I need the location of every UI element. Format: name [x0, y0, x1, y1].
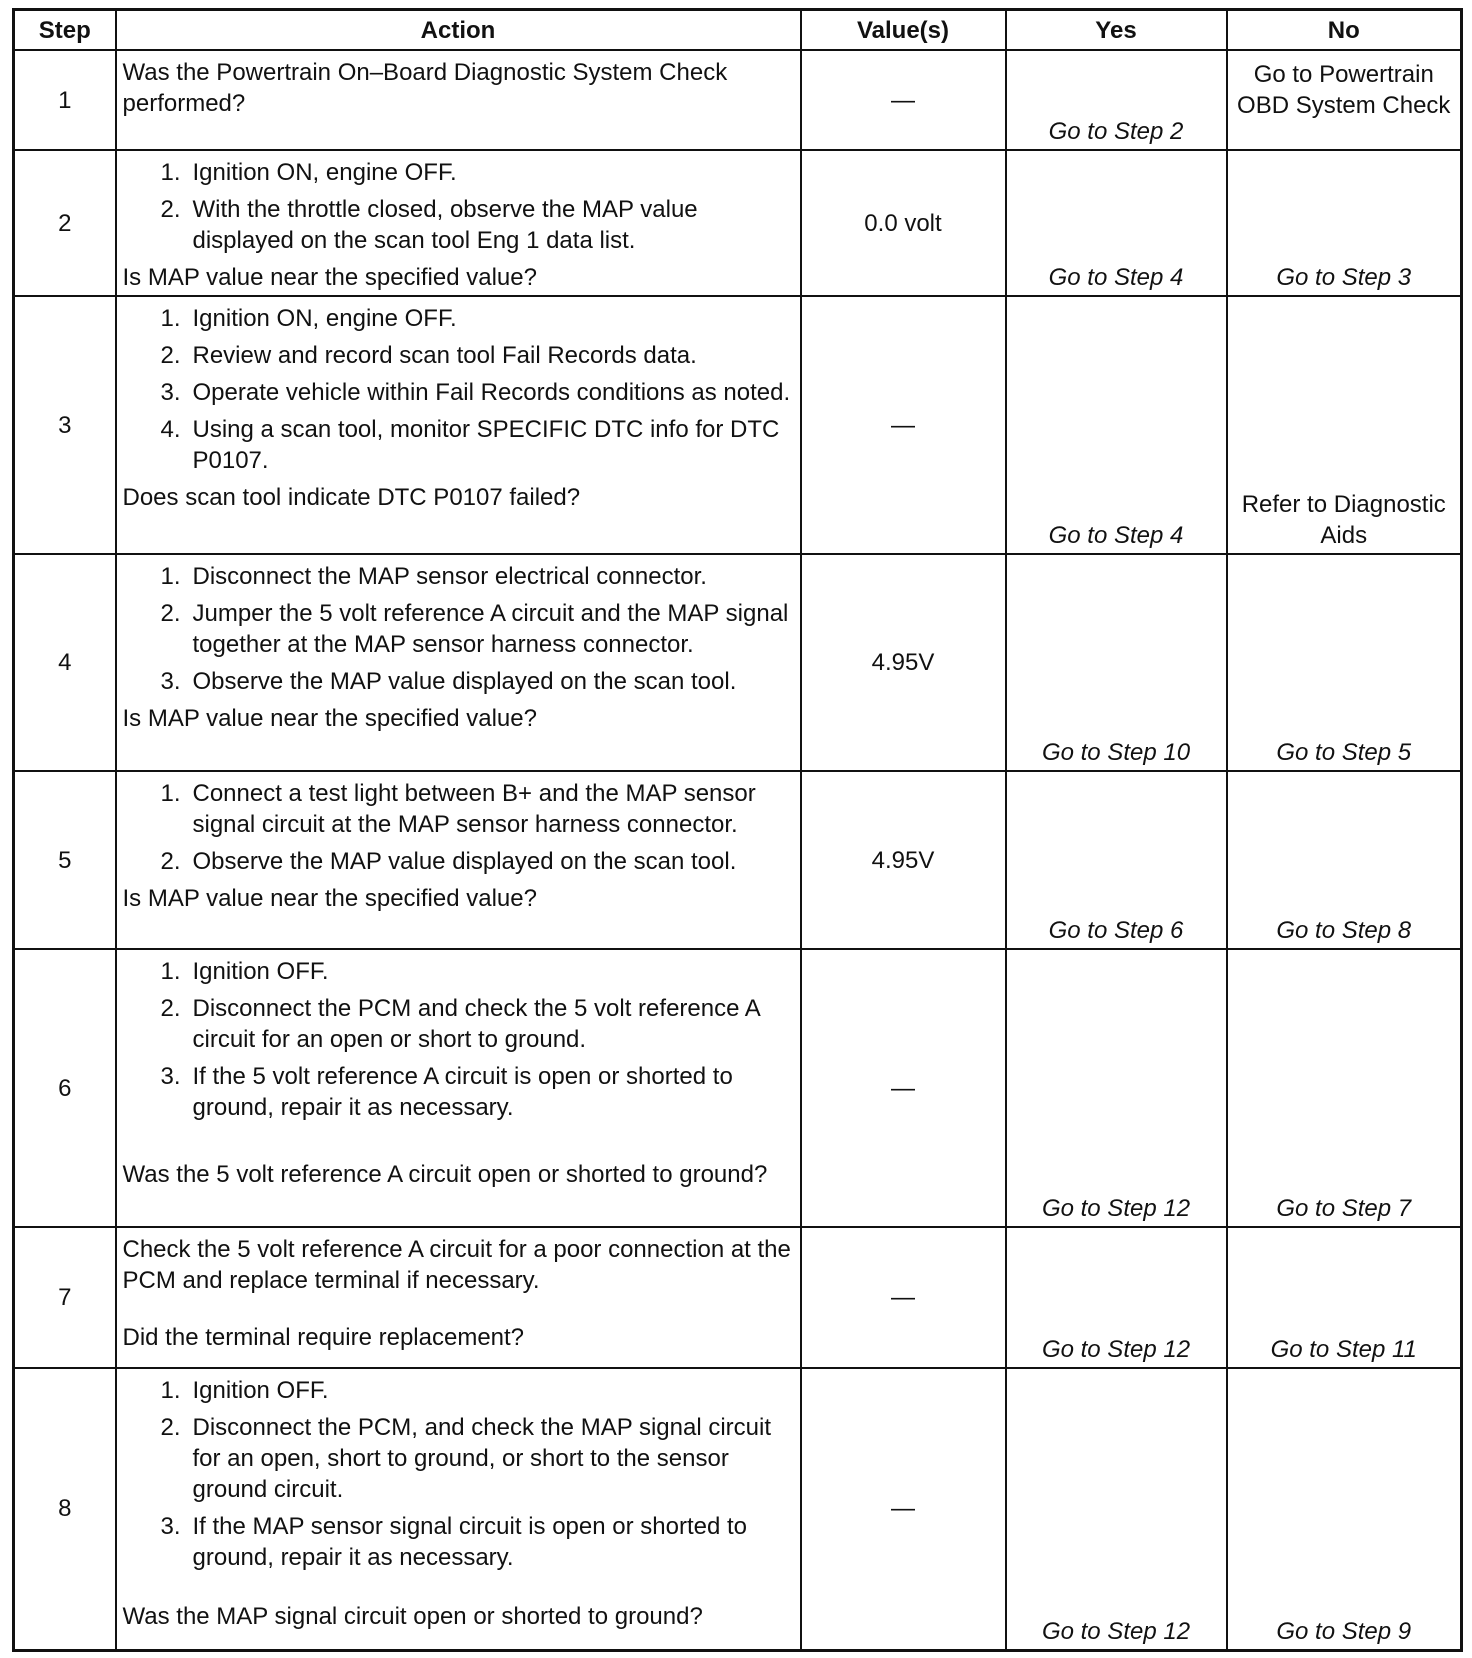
value-cell: 0.0 volt	[801, 150, 1006, 296]
action-step: 1. Ignition OFF.	[160, 958, 329, 985]
action-cell	[116, 949, 801, 1227]
action-question: Did the terminal require replacement?	[122, 1324, 525, 1351]
diagnostic-table-sheet	[12, 8, 1460, 1652]
table-row	[14, 771, 1462, 949]
action-step: 2. Jumper the 5 volt reference A circuit and the MAP signal together at the MAP sensor harness connector.	[160, 600, 789, 658]
table-row	[14, 1227, 1462, 1368]
yes-cell: Go to Step 2	[1006, 50, 1227, 150]
header-no: No	[1227, 10, 1462, 51]
action-step: 1. Ignition ON, engine OFF.	[160, 159, 457, 186]
action-steps	[123, 303, 794, 476]
value-cell: —	[801, 949, 1006, 1227]
action-step: 2. Review and record scan tool Fail Records data.	[160, 342, 697, 369]
action-cell	[116, 50, 801, 150]
step-number: 8	[14, 1368, 116, 1650]
no-cell: Go to Powertrain OBD System Check	[1227, 50, 1462, 150]
action-question: Is MAP value near the specified value?	[122, 705, 537, 732]
table-row	[14, 50, 1462, 150]
header-action: Action	[116, 10, 801, 51]
no-cell: Go to Step 3	[1227, 150, 1462, 296]
value-cell: 4.95V	[801, 554, 1006, 771]
action-text: Check the 5 volt reference A circuit for a poor connection at the PCM and replace terminal if necessary.	[122, 1236, 791, 1294]
action-cell	[116, 1227, 801, 1368]
action-steps	[123, 1375, 794, 1573]
action-step: 3. If the MAP sensor signal circuit is open or shorted to ground, repair it as necessary.	[160, 1513, 747, 1571]
action-step: 3. Observe the MAP value displayed on the scan tool.	[160, 668, 737, 695]
action-question: Is MAP value near the specified value?	[122, 885, 537, 912]
step-number: 1	[14, 50, 116, 150]
action-question: Was the 5 volt reference A circuit open or shorted to ground?	[122, 1161, 768, 1188]
no-cell: Go to Step 7	[1227, 949, 1462, 1227]
header-step: Step	[14, 10, 116, 51]
action-steps	[123, 778, 794, 877]
action-steps	[123, 956, 794, 1129]
value-cell: —	[801, 1227, 1006, 1368]
no-cell: Refer to Diagnostic Aids	[1227, 296, 1462, 554]
action-question: Was the MAP signal circuit open or shorted to ground?	[122, 1603, 703, 1630]
action-steps	[123, 561, 794, 697]
action-cell	[116, 554, 801, 771]
action-step: 2. Disconnect the PCM, and check the MAP signal circuit for an open, short to ground, or short to the sensor ground circuit.	[160, 1414, 771, 1503]
action-step: 2. Observe the MAP value displayed on the scan tool.	[160, 848, 737, 875]
no-cell: Go to Step 5	[1227, 554, 1462, 771]
table-row	[14, 296, 1462, 554]
action-cell	[116, 1368, 801, 1650]
yes-cell: Go to Step 10	[1006, 554, 1227, 771]
header-values: Value(s)	[801, 10, 1006, 51]
no-cell: Go to Step 11	[1227, 1227, 1462, 1368]
no-cell: Go to Step 8	[1227, 771, 1462, 949]
action-step: 4. Using a scan tool, monitor SPECIFIC DTC info for DTC P0107.	[160, 416, 780, 474]
step-number: 7	[14, 1227, 116, 1368]
action-step: 1. Disconnect the MAP sensor electrical connector.	[160, 563, 707, 590]
diagnostic-table	[12, 8, 1463, 1652]
yes-cell: Go to Step 12	[1006, 1368, 1227, 1650]
no-cell: Go to Step 9	[1227, 1368, 1462, 1650]
step-number: 2	[14, 150, 116, 296]
yes-cell: Go to Step 4	[1006, 150, 1227, 296]
step-number: 5	[14, 771, 116, 949]
value-cell: —	[801, 50, 1006, 150]
step-number: 6	[14, 949, 116, 1227]
action-step: 2. Disconnect the PCM and check the 5 volt reference A circuit for an open or short to ground.	[160, 995, 760, 1053]
action-cell	[116, 296, 801, 554]
action-steps	[123, 157, 794, 256]
header-yes: Yes	[1006, 10, 1227, 51]
action-step: 1. Connect a test light between B+ and the MAP sensor signal circuit at the MAP sensor harness connector.	[160, 780, 756, 838]
step-number: 3	[14, 296, 116, 554]
table-row	[14, 554, 1462, 771]
step-number: 4	[14, 554, 116, 771]
action-cell	[116, 150, 801, 296]
yes-cell: Go to Step 12	[1006, 949, 1227, 1227]
action-question: Does scan tool indicate DTC P0107 failed?	[122, 484, 581, 511]
action-step: 2. With the throttle closed, observe the MAP value displayed on the scan tool Eng 1 data list.	[160, 196, 698, 254]
value-cell: —	[801, 296, 1006, 554]
table-row	[14, 1368, 1462, 1650]
action-question: Is MAP value near the specified value?	[122, 264, 537, 291]
table-row	[14, 150, 1462, 296]
yes-cell: Go to Step 4	[1006, 296, 1227, 554]
action-step: 1. Ignition OFF.	[160, 1377, 329, 1404]
yes-cell: Go to Step 6	[1006, 771, 1227, 949]
action-step: 3. If the 5 volt reference A circuit is open or shorted to ground, repair it as necessary.	[160, 1063, 733, 1121]
header-row	[14, 10, 1462, 51]
yes-cell: Go to Step 12	[1006, 1227, 1227, 1368]
action-step: 3. Operate vehicle within Fail Records conditions as noted.	[160, 379, 791, 406]
action-step: 1. Ignition ON, engine OFF.	[160, 305, 457, 332]
value-cell: 4.95V	[801, 771, 1006, 949]
action-text: Was the Powertrain On–Board Diagnostic System Check performed?	[122, 59, 728, 117]
value-cell: —	[801, 1368, 1006, 1650]
action-cell	[116, 771, 801, 949]
table-row	[14, 949, 1462, 1227]
